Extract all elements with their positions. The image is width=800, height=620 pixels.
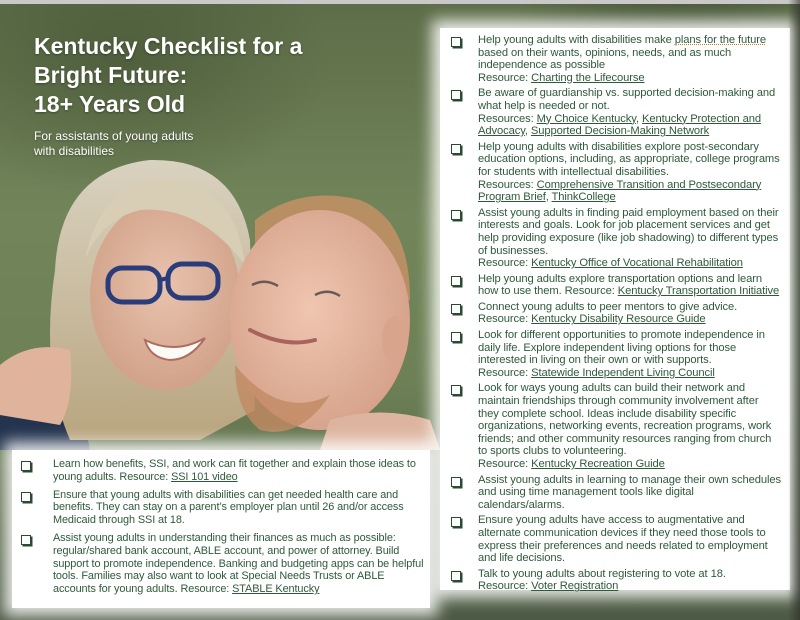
resource-link[interactable]: Kentucky Disability Resource Guide: [531, 313, 706, 326]
page-title: [34, 32, 374, 119]
header: [34, 32, 374, 159]
checkbox-icon[interactable]: [451, 571, 461, 581]
item-description: Help young adults with disabilities explore post-secondary education options, including, as appropriate, college programs for students with intellectual disabilities.: [478, 140, 780, 178]
checklist-item-text: [478, 474, 782, 512]
checkbox-icon[interactable]: [451, 90, 461, 100]
item-description: Help young adults explore transportation options and learn how to use them.: [478, 272, 763, 298]
checkbox-icon[interactable]: [451, 276, 461, 286]
checklist-item: [18, 458, 424, 484]
page-edge-shadow: [788, 0, 800, 620]
checklist-item: [18, 489, 424, 527]
checklist-item: [448, 34, 782, 84]
resource-link[interactable]: Supported Decision-Making Network: [530, 125, 710, 138]
resource-link[interactable]: Charting the Lifecourse: [531, 71, 645, 84]
checklist-item-text: [478, 207, 782, 270]
checklist-item-text: [53, 489, 424, 527]
checklist-item-text: [478, 568, 726, 593]
resource-label: Resource:: [561, 285, 618, 298]
item-description: Assist young adults in learning to manage their own schedules and using time management tools like digital calendars/alarms.: [478, 473, 781, 511]
checklist-item-text: [478, 329, 782, 379]
checklist-item-text: [478, 382, 782, 470]
resource-link[interactable]: SSI 101 video: [171, 470, 238, 483]
item-description: Look for ways young adults can build their network and maintain friendships through community involvement after they complete school. Ideas include disability specific organizations, networking events, recreation programs, work friends; and other community resources ranging from church to sports clubs to volunteering.: [478, 382, 772, 458]
resource-link[interactable]: My Choice Kentucky: [536, 112, 636, 125]
family-photo: [0, 150, 440, 450]
page-subtitle: For assistants of young adults with disabilities: [34, 129, 194, 158]
item-description: Assist young adults in understanding their finances as much as possible: regular/shared bank account, ABLE account, and power of attorney. Build support to promote independence. Banking and budgeting apps can be helpful tools. Families may also want to look at Special Needs Trusts or ABLE accounts for young adults.: [53, 531, 424, 596]
top-border: [0, 0, 800, 4]
link-separator: ,: [524, 125, 531, 138]
resource-label: Resources:: [478, 112, 537, 125]
item-description: Assist young adults in finding paid employment based on their interests and goals. Look for job placement services and get help providing exposure (like job shadowing) to different types of businesses.: [478, 206, 779, 257]
checklist-item: [448, 514, 782, 564]
checklist-item: [448, 207, 782, 270]
resource-label: Resources:: [478, 178, 537, 191]
bottom-checklist-panel: [12, 450, 430, 608]
checkbox-icon[interactable]: [451, 332, 461, 342]
resource-link[interactable]: Kentucky Transportation Initiative: [617, 285, 780, 298]
item-description: Help young adults with disabilities make: [478, 34, 675, 46]
checkbox-icon[interactable]: [21, 535, 31, 545]
resource-link[interactable]: ThinkCollege: [551, 191, 616, 204]
checklist-item: [448, 329, 782, 379]
link-separator: ,: [635, 112, 642, 125]
checklist-item-text: [53, 532, 424, 596]
resource-link[interactable]: Voter Registration: [531, 580, 619, 593]
resource-label: Resource:: [478, 458, 532, 470]
link-separator: ,: [545, 191, 552, 204]
checklist-item-text: [478, 514, 782, 564]
title-line-3: 18+ Years Old: [34, 91, 186, 117]
resource-link[interactable]: Kentucky Recreation Guide: [531, 458, 665, 470]
checklist-item: [448, 141, 782, 204]
resource-label: Resource:: [116, 470, 172, 483]
checklist-item: [18, 532, 424, 596]
resource-link[interactable]: Comprehensive Transition and Postsecondary Program Brief: [478, 178, 762, 204]
checkbox-icon[interactable]: [451, 304, 461, 314]
resource-label: Resource:: [478, 366, 532, 379]
resource-link[interactable]: Kentucky Protection and Advocacy: [478, 112, 761, 138]
resource-label: Resource:: [177, 583, 233, 596]
item-description: Ensure young adults have access to augmentative and alternate communication devices if they need those tools to express their preferences and needs related to employment and life decisions.: [478, 514, 768, 565]
resource-link[interactable]: STABLE Kentucky: [232, 583, 320, 596]
resource-label: Resource:: [478, 71, 532, 84]
item-description: Look for different opportunities to promote independence in daily life. Explore independent living options for those interested in living on their own or with supports.: [478, 329, 765, 367]
item-description: Ensure that young adults with disabilities can get needed health care and benefits. They can stay on a parent’s employer plan until 26 and/or access Medicaid through SSI at 18.: [53, 488, 404, 527]
checklist-item: [448, 301, 782, 326]
checkbox-icon[interactable]: [21, 492, 31, 502]
checkbox-icon[interactable]: [451, 385, 461, 395]
item-description-continued: based on their wants, opinions, needs, and as much independence as possible: [478, 46, 732, 72]
resource-label: Resource:: [478, 580, 532, 593]
checklist-item: [448, 273, 782, 298]
checklist-item-text: [478, 273, 782, 298]
checkbox-icon[interactable]: [451, 477, 461, 487]
item-description: Connect young adults to peer mentors to give advice.: [478, 300, 738, 313]
inline-link[interactable]: plans for the future: [674, 34, 767, 46]
resource-link[interactable]: Statewide Independent Living Council: [531, 366, 715, 379]
checkbox-icon[interactable]: [21, 461, 31, 471]
checkbox-icon[interactable]: [451, 210, 461, 220]
resource-link[interactable]: Kentucky Office of Vocational Rehabilitation: [531, 257, 743, 270]
item-description: Be aware of guardianship vs. supported decision-making and what help is needed or not.: [478, 87, 776, 112]
resource-label: Resource:: [478, 313, 532, 326]
checklist-item: [448, 474, 782, 512]
checklist-item-text: [478, 301, 782, 326]
title-line-1: Kentucky Checklist for a: [34, 33, 303, 59]
item-description: Talk to young adults about registering to vote at 18.: [478, 567, 726, 580]
checklist-item: [448, 568, 782, 593]
checkbox-icon[interactable]: [451, 144, 461, 154]
checklist-item-text: [478, 87, 782, 137]
checklist-item-text: [478, 141, 782, 204]
title-line-2: Bright Future:: [34, 62, 188, 88]
checkbox-icon[interactable]: [451, 37, 461, 47]
checklist-item-text: [53, 458, 424, 484]
checklist-item-text: [478, 34, 782, 84]
resource-label: Resource:: [478, 257, 532, 270]
checklist-item: [448, 382, 782, 470]
right-checklist-panel: [440, 28, 790, 593]
checkbox-icon[interactable]: [451, 517, 461, 527]
checklist-item: [448, 87, 782, 137]
item-description: Learn how benefits, SSI, and work can fit together and explain those ideas to young adults.: [53, 458, 416, 483]
